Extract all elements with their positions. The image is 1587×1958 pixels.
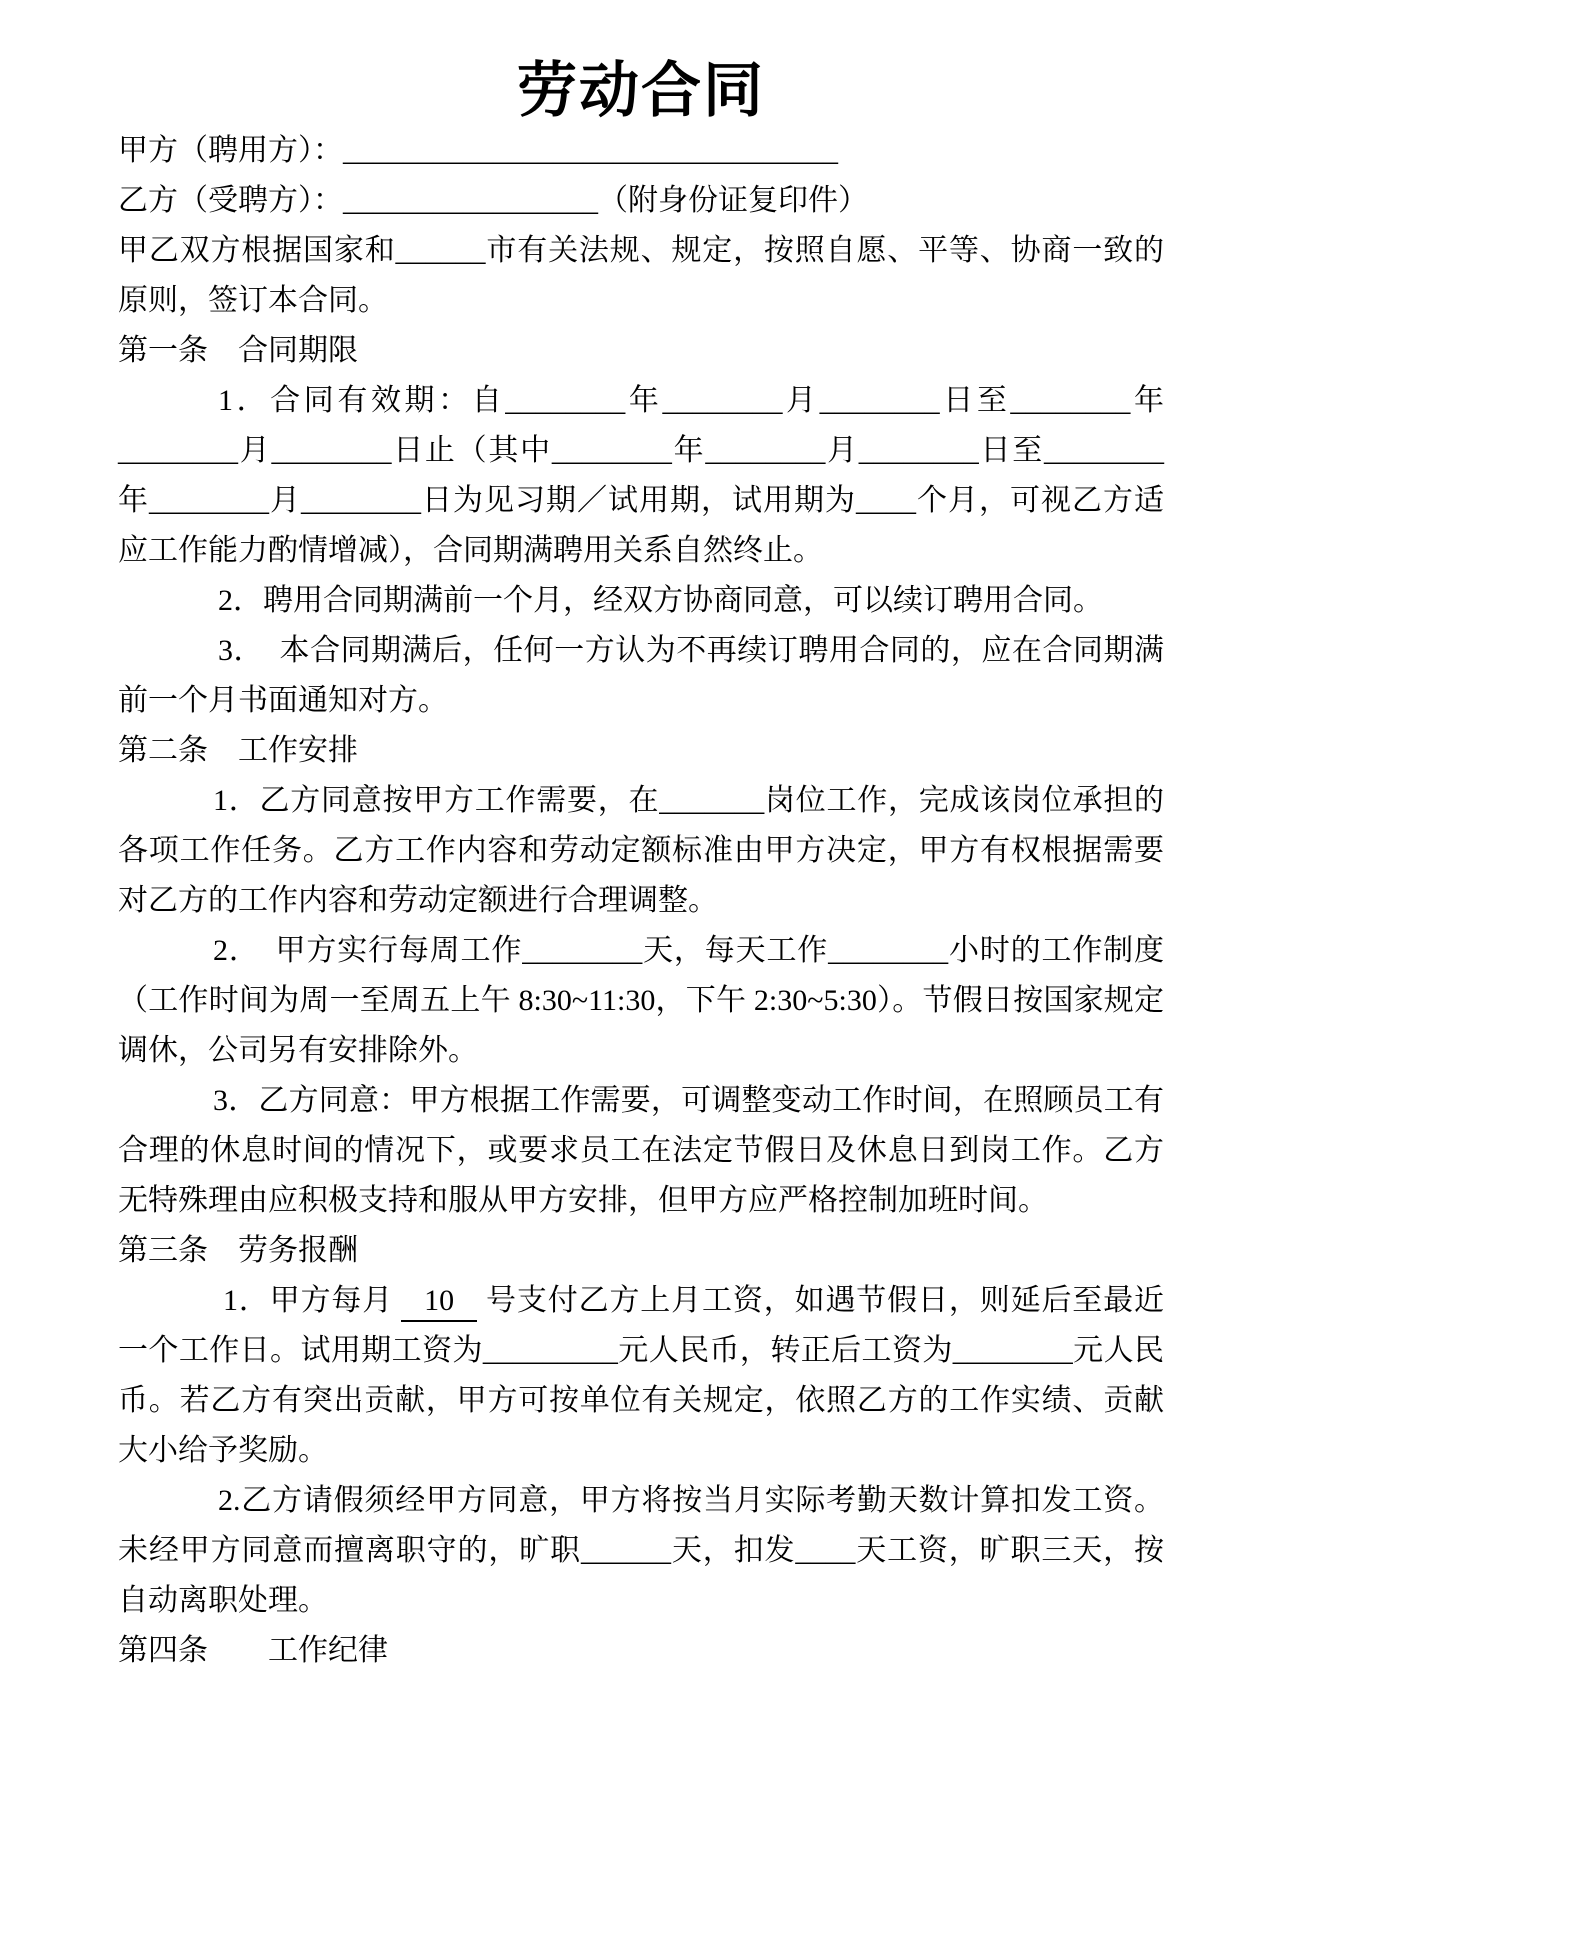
intro-paragraph: 甲乙双方根据国家和______市有关法规、规定，按照自愿、平等、协商一致的原则，签订本合同。	[118, 234, 1164, 317]
party-b-id-copy-note: （附身份证复印件）	[598, 184, 868, 217]
section-3-item-1	[118, 1276, 1164, 1476]
section-2-item-2: 2． 甲方实行每周工作________天，每天工作________小时的工作制度（工作时间为周一至周五上午 8:30~11:30，下午 2:30~5:30）。节假日按国家规定调休，公司另有安排除外。	[118, 934, 1164, 1067]
section-2-heading: 第二条 工作安排	[118, 734, 358, 767]
section-1-heading: 第一条 合同期限	[118, 334, 358, 367]
section-1-item-3: 3． 本合同期满后，任何一方认为不再续订聘用合同的，应在合同期满前一个月书面通知对方。	[118, 634, 1164, 717]
section-3-heading: 第三条 劳务报酬	[118, 1234, 358, 1267]
section-1-item-2: 2．聘用合同期满前一个月，经双方协商同意，可以续订聘用合同。	[218, 584, 1103, 617]
salary-day-suffix: 号支付乙方上月工资，如遇节假日，则延后至最近一个工作日。试用期工资为_________元人民币，转正后工资为________元人民币。若乙方有突出贡献，甲方可按单位有关规定，依照乙方的工作实绩、贡献大小给予奖励。	[118, 1284, 1165, 1467]
party-b-line	[118, 176, 1164, 226]
section-2-item-3: 3．乙方同意：甲方根据工作需要，可调整变动工作时间，在照顾员工有合理的休息时间的情况下，或要求员工在法定节假日及休息日到岗工作。乙方无特殊理由应积极支持和服从甲方安排，但甲方应严格控制加班时间。	[118, 1084, 1164, 1217]
section-3-item-2: 2.乙方请假须经甲方同意，甲方将按当月实际考勤天数计算扣发工资。未经甲方同意而擅离职守的，旷职______天，扣发____天工资，旷职三天，按自动离职处理。	[118, 1484, 1164, 1617]
salary-day-prefix: 1．甲方每月	[223, 1284, 394, 1317]
salary-day-value: 10	[401, 1282, 477, 1322]
party-a-label: 甲方（聘用方）：	[118, 134, 343, 167]
party-b-blank: _________________	[343, 184, 598, 217]
party-a-blank: _________________________________	[343, 134, 838, 167]
section-1-item-1: 1．合同有效期：自________年________月________日至________年________月________日止（其中________年________月________日至________年________月________日为见习期／试用期，试用期为____个月，可视乙方适应工作能力酌情增减），合同期满聘用关系自然终止。	[118, 384, 1164, 567]
section-4-heading: 第四条 工作纪律	[118, 1634, 388, 1667]
document-title: 劳动合同	[517, 58, 765, 124]
section-2-item-1: 1．乙方同意按甲方工作需要，在_______岗位工作，完成该岗位承担的各项工作任务。乙方工作内容和劳动定额标准由甲方决定，甲方有权根据需要对乙方的工作内容和劳动定额进行合理调整。	[118, 784, 1164, 917]
contract-page	[118, 0, 1164, 1676]
party-b-label: 乙方（受聘方）：	[118, 184, 343, 217]
party-a-line	[118, 126, 1164, 176]
